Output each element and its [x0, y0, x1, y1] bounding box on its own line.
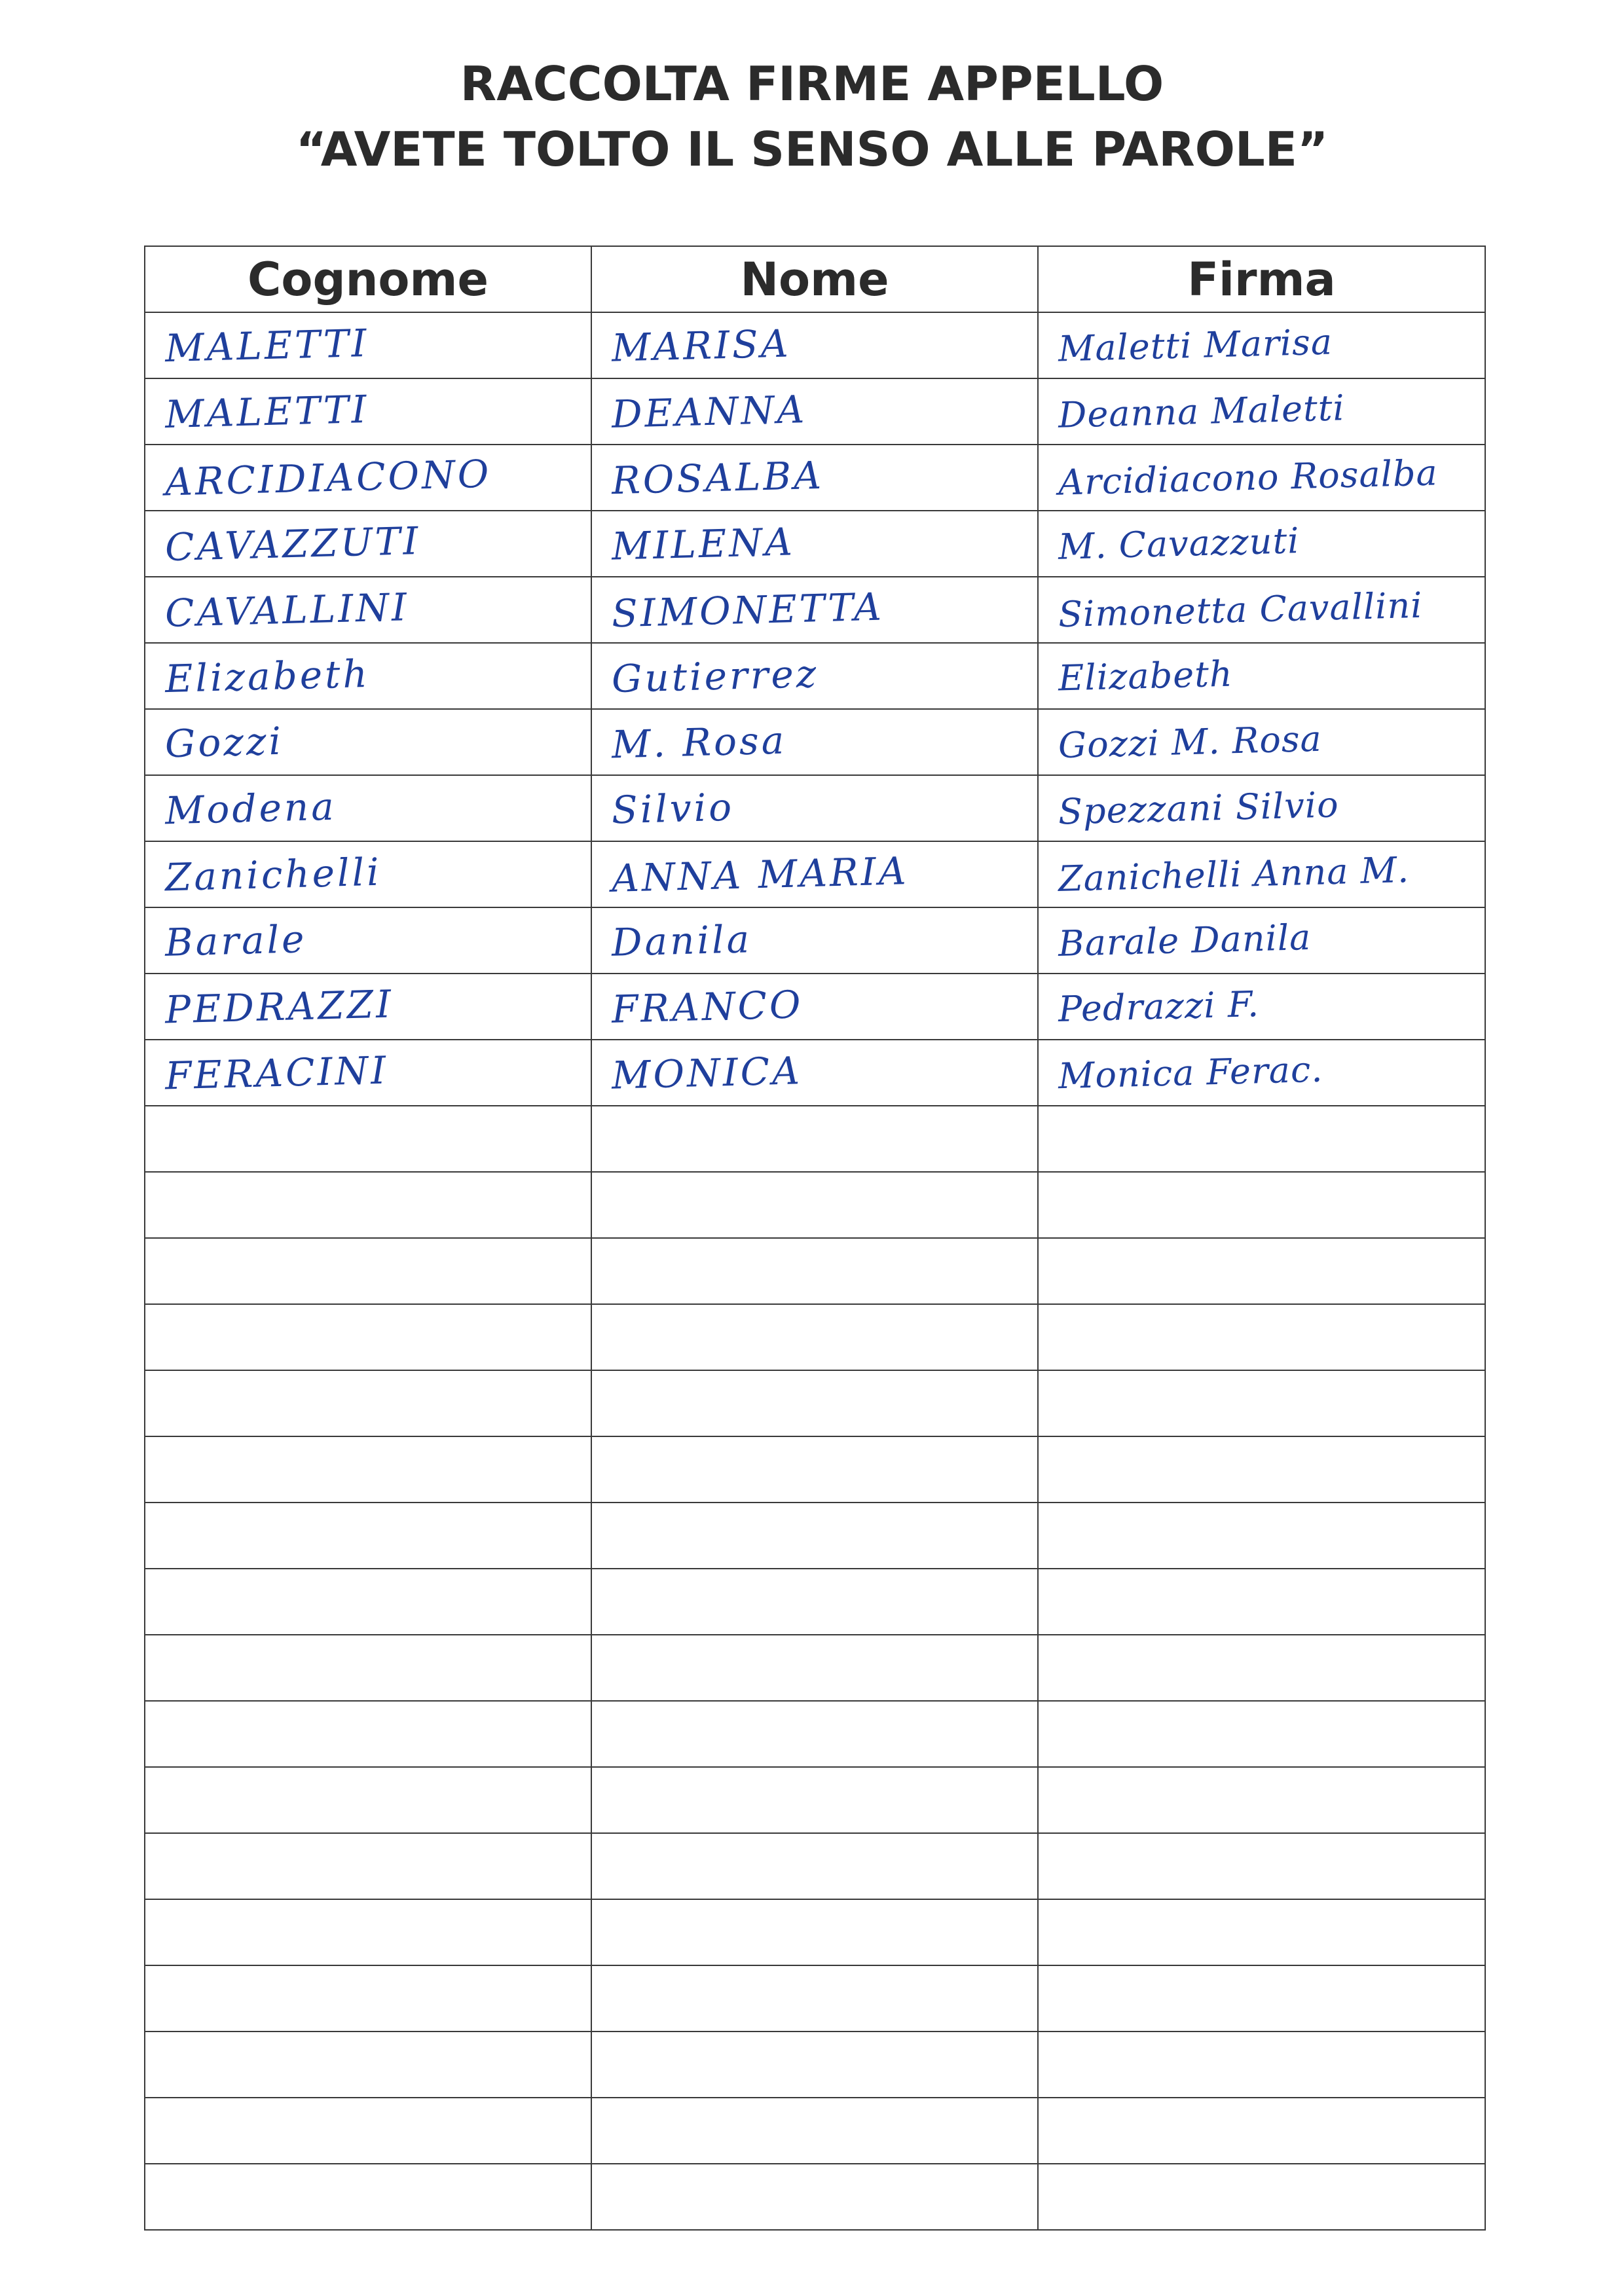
cell-cognome: [145, 577, 591, 643]
column-header-firma: Firma: [1038, 246, 1485, 312]
signature: Deanna Maletti: [1058, 387, 1346, 436]
cell-nome: [591, 1370, 1038, 1436]
cell-cognome: [145, 1370, 591, 1436]
cell-nome: [591, 2032, 1038, 2098]
handwritten-entry: ROSALBA: [611, 452, 824, 503]
signature: Elizabeth: [1058, 653, 1234, 699]
table-header-row: [145, 246, 1485, 312]
table-row: [145, 511, 1485, 577]
handwritten-entry: DEANNA: [611, 386, 807, 437]
handwritten-entry: Silvio: [611, 784, 735, 832]
table-row: [145, 2098, 1485, 2164]
cell-nome: [591, 2164, 1038, 2230]
table-row: [145, 841, 1485, 907]
cell-nome: [591, 1503, 1038, 1569]
cell-cognome: [145, 974, 591, 1040]
cell-cognome: [145, 1172, 591, 1238]
handwritten-entry: FERACINI: [164, 1048, 389, 1098]
table-row: [145, 1635, 1485, 1701]
column-header-nome: Nome: [591, 246, 1038, 312]
signature: Maletti Marisa: [1058, 321, 1333, 370]
table-row: [145, 445, 1485, 511]
handwritten-entry: MALETTI: [164, 386, 370, 437]
cell-firma: [1038, 1172, 1485, 1238]
cell-nome: [591, 312, 1038, 378]
cell-cognome: [145, 1701, 591, 1767]
cell-nome: [591, 378, 1038, 445]
cell-cognome: [145, 2098, 591, 2164]
cell-firma: [1038, 1436, 1485, 1503]
handwritten-entry: MILENA: [611, 519, 796, 569]
table-row: [145, 1503, 1485, 1569]
cell-nome: [591, 709, 1038, 775]
cell-cognome: [145, 1965, 591, 2032]
table-row: [145, 1899, 1485, 1965]
table-row: [145, 1701, 1485, 1767]
handwritten-entry: PEDRAZZI: [164, 981, 394, 1032]
cell-nome: [591, 1040, 1038, 1106]
cell-firma: [1038, 1040, 1485, 1106]
cell-firma: [1038, 2032, 1485, 2098]
table-row: [145, 1304, 1485, 1370]
handwritten-entry: Gutierrez: [611, 651, 820, 701]
cell-cognome: [145, 1833, 591, 1899]
handwritten-entry: Danila: [611, 916, 752, 965]
cell-cognome: [145, 1899, 591, 1965]
signature: Arcidiacono Rosalba: [1058, 452, 1439, 503]
table-row: [145, 577, 1485, 643]
signature: Pedrazzi F.: [1058, 983, 1260, 1030]
cell-cognome: [145, 1040, 591, 1106]
signature: Spezzani Silvio: [1058, 784, 1340, 833]
table-row: [145, 1767, 1485, 1833]
cell-firma: [1038, 775, 1485, 841]
cell-cognome: [145, 312, 591, 378]
cell-nome: [591, 907, 1038, 974]
cell-nome: [591, 1635, 1038, 1701]
cell-firma: [1038, 312, 1485, 378]
cell-nome: [591, 1304, 1038, 1370]
handwritten-entry: MONICA: [611, 1048, 803, 1098]
column-header-cognome: Cognome: [145, 246, 591, 312]
signature: Monica Ferac.: [1058, 1048, 1324, 1097]
cell-firma: [1038, 1701, 1485, 1767]
cell-nome: [591, 1238, 1038, 1304]
cell-cognome: [145, 2032, 591, 2098]
signature: M. Cavazzuti: [1058, 520, 1301, 568]
table-row: [145, 1106, 1485, 1172]
cell-nome: [591, 1965, 1038, 2032]
table-row: [145, 2164, 1485, 2230]
signature: Zanichelli Anna M.: [1058, 848, 1410, 900]
cell-firma: [1038, 1767, 1485, 1833]
table-row: [145, 1965, 1485, 2032]
cell-firma: [1038, 577, 1485, 643]
petition-subtitle: “AVETE TOLTO IL SENSO ALLE PAROLE”: [295, 122, 1329, 177]
petition-title: RACCOLTA FIRME APPELLO: [460, 56, 1164, 111]
table-row: [145, 1172, 1485, 1238]
cell-cognome: [145, 643, 591, 709]
cell-firma: [1038, 1238, 1485, 1304]
table-row: [145, 974, 1485, 1040]
cell-firma: [1038, 1106, 1485, 1172]
handwritten-entry: SIMONETTA: [611, 584, 885, 636]
signature-table: [144, 246, 1486, 2231]
cell-nome: [591, 841, 1038, 907]
cell-nome: [591, 577, 1038, 643]
cell-firma: [1038, 1965, 1485, 2032]
cell-firma: [1038, 378, 1485, 445]
cell-cognome: [145, 1106, 591, 1172]
cell-firma: [1038, 709, 1485, 775]
cell-cognome: [145, 775, 591, 841]
signature: Gozzi M. Rosa: [1058, 718, 1323, 767]
table-body: [145, 312, 1485, 2230]
cell-firma: [1038, 1569, 1485, 1635]
signature: Simonetta Cavallini: [1058, 584, 1424, 636]
cell-nome: [591, 974, 1038, 1040]
cell-cognome: [145, 841, 591, 907]
cell-cognome: [145, 1436, 591, 1503]
cell-firma: [1038, 841, 1485, 907]
cell-cognome: [145, 1767, 591, 1833]
cell-cognome: [145, 1635, 591, 1701]
table-row: [145, 312, 1485, 378]
handwritten-entry: Elizabeth: [164, 651, 371, 701]
handwritten-entry: ANNA MARIA: [611, 848, 910, 901]
table-row: [145, 775, 1485, 841]
cell-nome: [591, 1106, 1038, 1172]
signature: Barale Danila: [1058, 916, 1312, 965]
cell-nome: [591, 1436, 1038, 1503]
handwritten-entry: Modena: [164, 784, 337, 833]
handwritten-entry: M. Rosa: [611, 718, 788, 767]
cell-nome: [591, 1767, 1038, 1833]
handwritten-entry: CAVALLINI: [164, 584, 410, 636]
cell-cognome: [145, 907, 591, 974]
cell-nome: [591, 1833, 1038, 1899]
cell-firma: [1038, 1833, 1485, 1899]
cell-nome: [591, 2098, 1038, 2164]
cell-firma: [1038, 1503, 1485, 1569]
table-row: [145, 1238, 1485, 1304]
table-row: [145, 378, 1485, 445]
cell-firma: [1038, 643, 1485, 709]
cell-firma: [1038, 1304, 1485, 1370]
handwritten-entry: Gozzi: [164, 718, 284, 766]
handwritten-entry: Zanichelli: [164, 849, 382, 900]
cell-firma: [1038, 1635, 1485, 1701]
cell-cognome: [145, 511, 591, 577]
cell-nome: [591, 511, 1038, 577]
cell-nome: [591, 1701, 1038, 1767]
table-row: [145, 1569, 1485, 1635]
table-row: [145, 1040, 1485, 1106]
cell-firma: [1038, 445, 1485, 511]
cell-cognome: [145, 378, 591, 445]
table-row: [145, 709, 1485, 775]
handwritten-entry: ARCIDIACONO: [164, 450, 492, 505]
cell-cognome: [145, 709, 591, 775]
cell-nome: [591, 775, 1038, 841]
cell-firma: [1038, 907, 1485, 974]
handwritten-entry: MARISA: [611, 320, 792, 371]
handwritten-entry: Barale: [164, 916, 308, 965]
handwritten-entry: CAVAZZUTI: [164, 518, 422, 570]
cell-nome: [591, 445, 1038, 511]
handwritten-entry: FRANCO: [611, 981, 804, 1032]
table-row: [145, 2032, 1485, 2098]
cell-firma: [1038, 1899, 1485, 1965]
cell-cognome: [145, 445, 591, 511]
cell-firma: [1038, 2164, 1485, 2230]
cell-nome: [591, 1899, 1038, 1965]
cell-firma: [1038, 2098, 1485, 2164]
cell-firma: [1038, 1370, 1485, 1436]
table-row: [145, 907, 1485, 974]
cell-firma: [1038, 511, 1485, 577]
cell-nome: [591, 643, 1038, 709]
cell-cognome: [145, 1503, 591, 1569]
cell-cognome: [145, 1238, 591, 1304]
table-row: [145, 1436, 1485, 1503]
table-row: [145, 1370, 1485, 1436]
cell-cognome: [145, 2164, 591, 2230]
cell-nome: [591, 1172, 1038, 1238]
table-row: [145, 643, 1485, 709]
cell-cognome: [145, 1304, 591, 1370]
handwritten-entry: MALETTI: [164, 320, 370, 371]
cell-cognome: [145, 1569, 591, 1635]
table-row: [145, 1833, 1485, 1899]
cell-nome: [591, 1569, 1038, 1635]
cell-firma: [1038, 974, 1485, 1040]
